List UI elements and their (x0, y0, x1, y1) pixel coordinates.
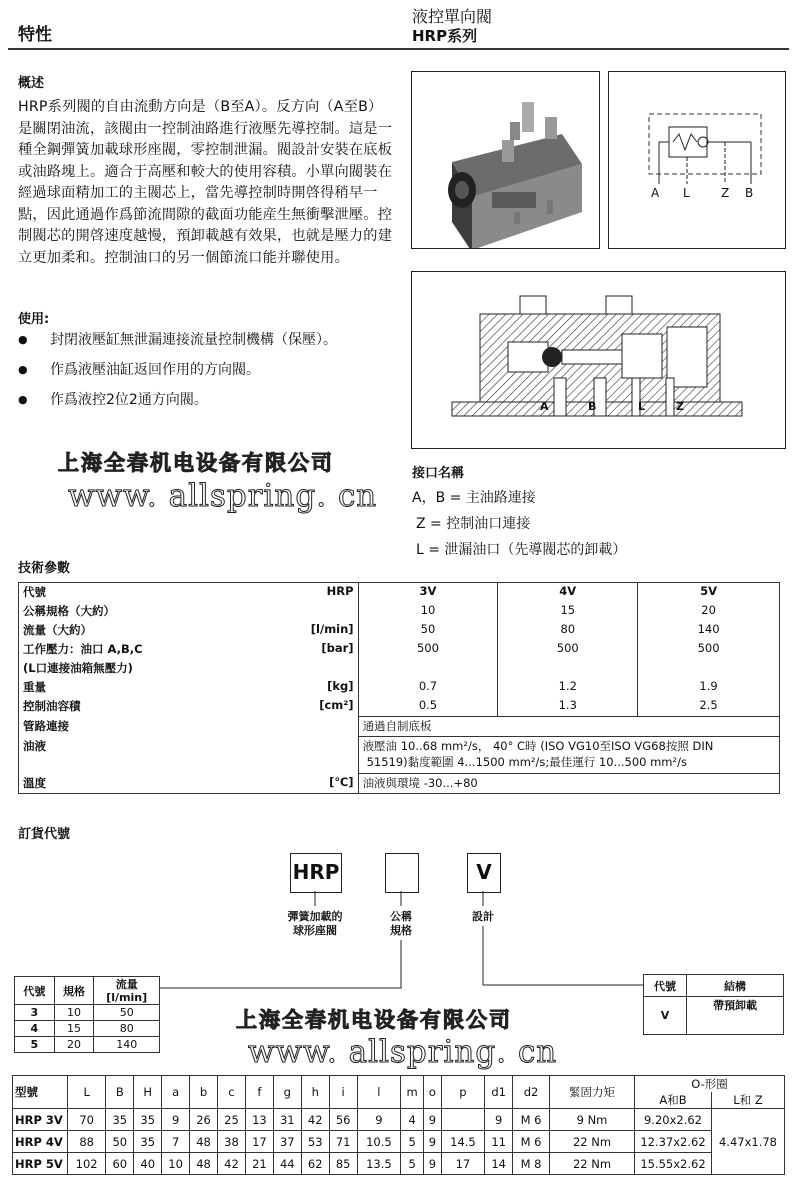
dim-cell: 22 Nm (550, 1131, 635, 1153)
product-series: HRP系列 (412, 27, 478, 45)
dim-cell: 35 (134, 1109, 162, 1131)
dim-cell: M 6 (513, 1131, 550, 1153)
size-header-flow (94, 977, 160, 1005)
dim-cell: 22 Nm (550, 1153, 635, 1175)
size-header: 代號 (15, 977, 55, 1005)
symbol-port-l: L (683, 186, 690, 200)
size-cell: 80 (94, 1021, 160, 1037)
dim-header: 型號 (13, 1076, 68, 1109)
usage-item: ● 作爲液控2位2通方向閥。 (18, 391, 398, 421)
tech-header-label: 代號 (23, 585, 46, 599)
dim-cell: 4 (401, 1109, 424, 1131)
tech-cell: 50 (358, 621, 498, 640)
dim-cell: 21 (245, 1153, 273, 1175)
dim-cell: 10 (162, 1153, 190, 1175)
dim-cell: 9.20x2.62 (635, 1109, 712, 1131)
tech-header-unit: HRP (326, 584, 354, 598)
dim-model: HRP 4V (13, 1131, 68, 1153)
dim-cell: 71 (329, 1131, 357, 1153)
size-table-row (15, 1005, 160, 1021)
size-table (14, 976, 160, 1053)
dim-cell: 14.5 (441, 1131, 485, 1153)
tech-cell: 20 (638, 602, 780, 621)
tech-col-4v: 4V (498, 583, 638, 603)
size-header: 流量 (115, 977, 138, 991)
watermark-url: www. allspring. cn (248, 1034, 558, 1070)
dim-cell: M 6 (513, 1109, 550, 1131)
design-header: 代號 (644, 975, 687, 997)
caption-line: 球形座閥 (293, 924, 337, 937)
dim-cell: 9 (424, 1109, 442, 1131)
dim-cell: 102 (68, 1153, 106, 1175)
dim-cell: 9 (357, 1109, 401, 1131)
overview-text: HRP系列閥的自由流動方向是（B至A）。反方向（A至B）是關閉油流，該閥由一控制油路進行液壓先導控制。這是一種全鋼彈簧加載球形座閥，零控制泄漏。閥設計安裝在底板或油路塊上。適合于高壓和較大的使用容積。小單向閥裝在經過球面精加工的主閥芯上，當先導控制時開啓得稍早一點，因此通過作爲節流間隙的截面功能産生無衝擊泄壓。控制閥芯的開啓速度越慢，預卸載越有效果，也就是壓力的建立更加柔和。控制油口的另一個節流口能并聯使用。 (18, 99, 393, 266)
dim-header: c (218, 1076, 246, 1109)
ports-title: 接口名稱 (412, 466, 465, 481)
tech-cell: 1.3 (498, 697, 638, 717)
size-cell: 20 (54, 1037, 94, 1053)
tech-fluid-line: 液壓油 10..68 mm²/s， 40° C時 (ISO VG10至ISO VG68按照 DIN (362, 739, 714, 753)
dim-cell (441, 1109, 485, 1131)
dim-cell: 9 (485, 1109, 513, 1131)
design-table-row (644, 997, 784, 1035)
usage-title: 使用: (18, 312, 50, 327)
dim-cell: 9 (424, 1153, 442, 1175)
order-code-design: V (467, 853, 501, 893)
dim-row (13, 1109, 785, 1131)
dim-cell: 44 (273, 1153, 301, 1175)
dim-header-oring-ab: A和B (635, 1092, 712, 1109)
size-cell: 3 (15, 1005, 55, 1021)
size-cell: 50 (94, 1005, 160, 1021)
port-line-z: Z = 控制油口連接 (416, 516, 531, 532)
size-table-row (15, 1037, 160, 1053)
size-table-row (15, 1021, 160, 1037)
watermark-company: 上海全春机电设备有限公司 (58, 450, 334, 475)
tech-cell: 1.9 (638, 678, 780, 697)
tech-cell: 140 (638, 621, 780, 640)
tech-row-unit: [bar] (321, 641, 354, 655)
dim-cell: 42 (218, 1153, 246, 1175)
size-cell: 140 (94, 1037, 160, 1053)
tech-cell: 80 (498, 621, 638, 640)
tech-row-unit: [l/min] (310, 622, 354, 636)
dim-cell: 26 (190, 1109, 218, 1131)
dim-header: l (357, 1076, 401, 1109)
dimensions-table (12, 1075, 785, 1175)
dim-header: i (329, 1076, 357, 1109)
tech-cell: 0.5 (358, 697, 498, 717)
dim-cell: 62 (301, 1153, 329, 1175)
size-header: [l/min] (106, 990, 148, 1004)
tech-cell: 2.5 (638, 697, 780, 717)
tech-row-label: 公稱規格（大約） (23, 604, 115, 618)
tech-row-label: 管路連接 (23, 718, 69, 733)
tech-row-label: 重量 (23, 680, 46, 694)
dim-cell: 25 (218, 1109, 246, 1131)
dim-header: g (273, 1076, 301, 1109)
dim-cell: 48 (190, 1131, 218, 1153)
dim-cell: 35 (134, 1131, 162, 1153)
dim-cell: 53 (301, 1131, 329, 1153)
dim-model: HRP 3V (13, 1109, 68, 1131)
dim-header: d1 (485, 1076, 513, 1109)
tech-row-label: 溫度 (23, 775, 46, 790)
tech-cell: 1.2 (498, 678, 638, 697)
dim-header: o (424, 1076, 442, 1109)
dim-header: h (301, 1076, 329, 1109)
dim-cell: 14 (485, 1153, 513, 1175)
tech-cell: 15 (498, 602, 638, 621)
tech-row-label: 工作壓力：油口 A,B,C (23, 642, 143, 656)
dim-header-oring-lz: L和 Z (712, 1092, 785, 1109)
size-header: 規格 (54, 977, 94, 1005)
usage-item: ● 封閉液壓缸無泄漏連接流量控制機構（保壓）。 (18, 331, 398, 361)
port-line-ab: A，B = 主油路連接 (412, 490, 536, 506)
section-port-z: Z (676, 400, 684, 413)
size-table-header (15, 977, 160, 1005)
port-line-l: L = 泄漏油口（先導閥芯的卸載） (416, 542, 627, 558)
dim-cell: 12.37x2.62 (635, 1131, 712, 1153)
tech-pipe-value: 通過自制底板 (358, 717, 779, 737)
caption-line: 規格 (390, 924, 412, 937)
design-cell: 帶預卸載 (687, 997, 784, 1035)
dim-cell: 35 (106, 1109, 134, 1131)
symbol-port-a: A (651, 186, 660, 200)
design-table (643, 974, 784, 1035)
size-cell: 4 (15, 1021, 55, 1037)
dim-cell: 10.5 (357, 1131, 401, 1153)
dim-cell: 15.55x2.62 (635, 1153, 712, 1175)
caption-line: 公稱 (390, 910, 412, 923)
dim-cell: 38 (218, 1131, 246, 1153)
dim-header-oring: O-形圈 (635, 1076, 785, 1093)
dim-cell: 42 (301, 1109, 329, 1131)
watermark-company: 上海全春机电设备有限公司 (236, 1007, 512, 1032)
tech-fluid-line: 51519)黏度範圍 4...1500 mm²/s;最佳運行 10...500 mm²/s (366, 755, 687, 769)
dim-header-row (13, 1076, 785, 1093)
section-port-b: B (588, 400, 597, 413)
watermark-url: www. allspring. cn (68, 478, 378, 514)
tech-row-unit: [cm²] (319, 698, 354, 712)
dim-cell: 85 (329, 1153, 357, 1175)
usage-item: ● 作爲液壓油缸返回作用的方向閥。 (18, 361, 398, 391)
dim-row (13, 1153, 785, 1175)
design-cell: V (644, 997, 687, 1035)
dim-cell: 9 (424, 1131, 442, 1153)
dim-cell: 70 (68, 1109, 106, 1131)
dim-cell: 48 (190, 1153, 218, 1175)
tech-title: 技術參數 (18, 561, 71, 576)
dim-header: f (245, 1076, 273, 1109)
symbol-port-z: Z (721, 186, 730, 200)
dim-cell: 13 (245, 1109, 273, 1131)
size-cell: 15 (54, 1021, 94, 1037)
section-port-a: A (540, 400, 549, 413)
dim-cell: 88 (68, 1131, 106, 1153)
dim-cell: M 8 (513, 1153, 550, 1175)
order-code-hrp: HRP (290, 853, 342, 893)
dim-header: b (190, 1076, 218, 1109)
dim-cell: 9 (162, 1109, 190, 1131)
tech-row-unit: [kg] (327, 679, 354, 693)
tech-cell: 500 (638, 640, 780, 659)
dim-cell: 17 (245, 1131, 273, 1153)
symbol-port-b: B (745, 186, 754, 200)
size-cell: 5 (15, 1037, 55, 1053)
design-header: 結構 (687, 975, 784, 997)
tech-row-label: (L口連接油箱無壓力) (23, 661, 133, 675)
tech-cell: 10 (358, 602, 498, 621)
caption-line: 設計 (472, 910, 494, 923)
dim-cell: 7 (162, 1131, 190, 1153)
dim-cell: 5 (401, 1153, 424, 1175)
tech-row-label: 油液 (23, 738, 46, 753)
tech-row-unit: [℃] (329, 774, 354, 789)
dim-header: 緊固力矩 (550, 1076, 635, 1109)
dim-cell: 60 (106, 1153, 134, 1175)
tech-col-3v: 3V (358, 583, 498, 603)
tech-temp-value: 油液與環境 -30...+80 (358, 774, 779, 794)
dim-model: HRP 5V (13, 1153, 68, 1175)
dim-header: L (68, 1076, 106, 1109)
dim-oring-lz-value: 4.47x1.78 (712, 1109, 785, 1175)
dim-cell: 5 (401, 1131, 424, 1153)
dim-cell: 11 (485, 1131, 513, 1153)
ordering-title: 訂貨代號 (18, 827, 71, 842)
dim-header: H (134, 1076, 162, 1109)
product-title: 液控單向閥 (412, 7, 493, 26)
dim-cell: 13.5 (357, 1153, 401, 1175)
tech-cell: 500 (498, 640, 638, 659)
overview-title: 概述 (18, 76, 45, 91)
caption-line: 彈簧加載的 (287, 910, 343, 923)
section-port-l: L (638, 400, 646, 413)
dim-row (13, 1131, 785, 1153)
tech-row-label: 控制油容積 (23, 699, 81, 713)
dim-header: a (162, 1076, 190, 1109)
dim-cell: 40 (134, 1153, 162, 1175)
dim-header: m (401, 1076, 424, 1109)
tech-col-5v: 5V (638, 583, 780, 603)
dim-cell: 50 (106, 1131, 134, 1153)
dim-header: d2 (513, 1076, 550, 1109)
design-table-header (644, 975, 784, 997)
dim-header: B (106, 1076, 134, 1109)
dim-cell: 56 (329, 1109, 357, 1131)
tech-cell: 500 (358, 640, 498, 659)
dim-cell: 9 Nm (550, 1109, 635, 1131)
page-title: 特性 (18, 25, 52, 45)
dim-header: p (441, 1076, 485, 1109)
tech-row-label: 流量（大約） (23, 623, 92, 637)
tech-cell: 0.7 (358, 678, 498, 697)
size-cell: 10 (54, 1005, 94, 1021)
dim-cell: 17 (441, 1153, 485, 1175)
dim-cell: 31 (273, 1109, 301, 1131)
dim-cell: 37 (273, 1131, 301, 1153)
